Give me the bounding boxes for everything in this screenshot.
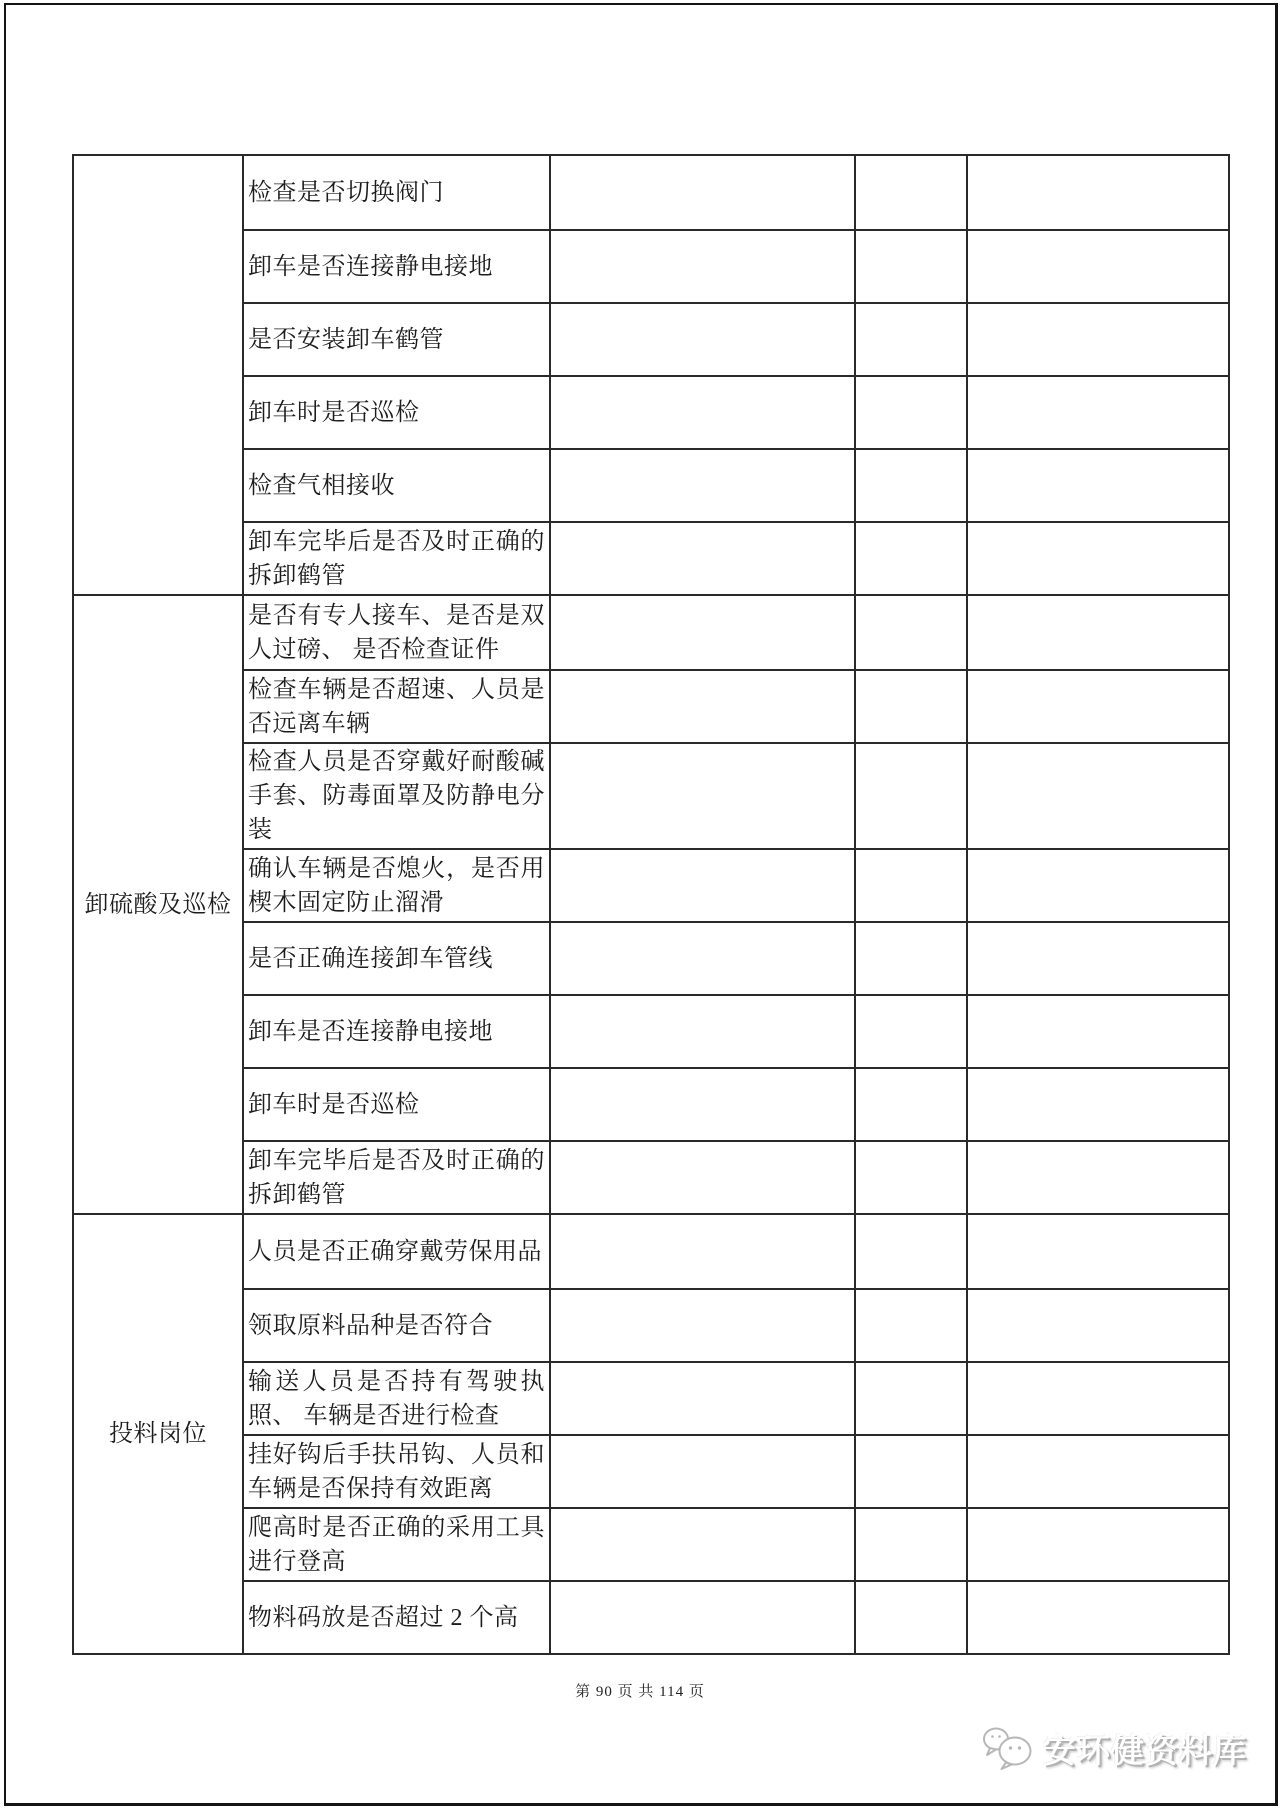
- checklist-item-cell: [244, 923, 549, 994]
- check-column-cell: [854, 156, 966, 229]
- check-column-cell: [549, 671, 854, 742]
- checklist-item-text: 是否安装卸车鹤管: [248, 326, 444, 353]
- check-column-cell: [549, 156, 854, 229]
- checklist-item-text: 检查车辆是否超速、人员是否远离车辆: [248, 676, 545, 737]
- check-column-cell: [966, 1290, 1228, 1361]
- checklist-item-cell: [244, 1363, 549, 1434]
- section-rows: [244, 156, 1228, 594]
- check-column-cell: [549, 744, 854, 848]
- check-column-cell: [854, 996, 966, 1067]
- check-column-cell: [966, 744, 1228, 848]
- check-column-cell: [966, 450, 1228, 521]
- checklist-item-cell: [244, 1509, 549, 1580]
- checklist-item-cell: [244, 304, 549, 375]
- check-column-cell: [549, 1509, 854, 1580]
- checklist-item-text: 卸车完毕后是否及时正确的拆卸鹤管: [248, 528, 545, 589]
- check-column-cell: [966, 1069, 1228, 1140]
- check-column-cell: [966, 1215, 1228, 1288]
- wechat-bubbles-icon: [982, 1724, 1034, 1772]
- check-column-cell: [966, 304, 1228, 375]
- check-column-cell: [966, 1142, 1228, 1213]
- check-column-cell: [854, 523, 966, 594]
- checklist-item-cell: [244, 450, 549, 521]
- check-column-cell: [966, 1509, 1228, 1580]
- checklist-item-text: 爬高时是否正确的采用工具进行登高: [248, 1514, 545, 1575]
- checklist-item-text: 卸车时是否巡检: [248, 1091, 420, 1118]
- checklist-item-text: 是否正确连接卸车管线: [248, 945, 493, 972]
- check-column-cell: [854, 1290, 966, 1361]
- section-rows: [244, 1215, 1228, 1653]
- check-column-cell: [966, 1436, 1228, 1507]
- check-column-cell: [854, 671, 966, 742]
- table-row: [244, 848, 1228, 921]
- check-column-cell: [854, 377, 966, 448]
- table-row: [244, 1361, 1228, 1434]
- check-column-cell: [549, 1290, 854, 1361]
- check-column-cell: [966, 156, 1228, 229]
- table-row: [244, 921, 1228, 994]
- checklist-item-cell: [244, 671, 549, 742]
- table-row: [244, 1580, 1228, 1653]
- check-column-cell: [549, 523, 854, 594]
- check-column-cell: [854, 923, 966, 994]
- checklist-item-cell: [244, 377, 549, 448]
- check-column-cell: [549, 996, 854, 1067]
- check-column-cell: [549, 1363, 854, 1434]
- checklist-item-cell: [244, 744, 549, 848]
- check-column-cell: [854, 1436, 966, 1507]
- checklist-item-text: 输送人员是否持有驾驶执照、 车辆是否进行检查: [248, 1368, 545, 1429]
- check-column-cell: [854, 450, 966, 521]
- checklist-item-text: 领取原料品种是否符合: [248, 1312, 493, 1339]
- checklist-item-cell: [244, 523, 549, 594]
- table-section: [74, 594, 1228, 1213]
- check-column-cell: [854, 231, 966, 302]
- check-column-cell: [854, 1363, 966, 1434]
- checklist-item-cell: [244, 1290, 549, 1361]
- checklist-item-cell: [244, 996, 549, 1067]
- checklist-item-cell: [244, 156, 549, 229]
- check-column-cell: [549, 1142, 854, 1213]
- check-column-cell: [549, 231, 854, 302]
- table-row: [244, 1288, 1228, 1361]
- table-row: [244, 994, 1228, 1067]
- category-cell: 投料岗位: [74, 1215, 244, 1653]
- checklist-item-cell: [244, 596, 549, 669]
- check-column-cell: [966, 596, 1228, 669]
- check-column-cell: [966, 523, 1228, 594]
- check-column-cell: [549, 1582, 854, 1653]
- checklist-item-text: 卸车完毕后是否及时正确的拆卸鹤管: [248, 1147, 545, 1208]
- section-rows: [244, 596, 1228, 1213]
- category-cell: [74, 156, 244, 594]
- checklist-item-text: 确认车辆是否熄火，是否用楔木固定防止溜滑: [248, 855, 545, 916]
- checklist-table: [72, 154, 1230, 1655]
- check-column-cell: [854, 596, 966, 669]
- check-column-cell: [854, 1215, 966, 1288]
- page-footer: [0, 1680, 1280, 1701]
- checklist-item-text: 检查是否切换阀门: [248, 179, 444, 206]
- table-row: [244, 1140, 1228, 1213]
- check-column-cell: [549, 923, 854, 994]
- check-column-cell: [966, 671, 1228, 742]
- check-column-cell: [854, 304, 966, 375]
- table-row: [244, 1215, 1228, 1288]
- watermark-text: 安环健资料库: [1043, 1731, 1247, 1769]
- check-column-cell: [966, 1363, 1228, 1434]
- checklist-item-cell: [244, 1436, 549, 1507]
- check-column-cell: [549, 377, 854, 448]
- table-row: [244, 521, 1228, 594]
- check-column-cell: [966, 923, 1228, 994]
- checklist-item-text: 人员是否正确穿戴劳保用品: [248, 1238, 542, 1265]
- checklist-item-cell: [244, 231, 549, 302]
- check-column-cell: [549, 1069, 854, 1140]
- checklist-item-text: 物料码放是否超过 2 个高: [248, 1604, 519, 1631]
- watermark: [982, 1722, 1247, 1774]
- checklist-item-cell: [244, 850, 549, 921]
- checklist-item-text: 检查气相接收: [248, 472, 395, 499]
- checklist-item-cell: [244, 1142, 549, 1213]
- table-row: [244, 742, 1228, 848]
- check-column-cell: [966, 1582, 1228, 1653]
- checklist-item-text: 是否有专人接车、是否是双人过磅、 是否检查证件: [248, 602, 545, 663]
- check-column-cell: [549, 1215, 854, 1288]
- check-column-cell: [854, 1069, 966, 1140]
- table-row: [244, 156, 1228, 229]
- checklist-item-text: 检查人员是否穿戴好耐酸碱手套、防毒面罩及防静电分装: [248, 749, 545, 843]
- check-column-cell: [854, 1509, 966, 1580]
- checklist-item-text: 卸车是否连接静电接地: [248, 1018, 493, 1045]
- check-column-cell: [966, 231, 1228, 302]
- table-row: [244, 1434, 1228, 1507]
- checklist-item-cell: [244, 1582, 549, 1653]
- page-number-text: 第 90 页 共 114 页: [575, 1684, 705, 1700]
- check-column-cell: [854, 1142, 966, 1213]
- checklist-item-cell: [244, 1215, 549, 1288]
- check-column-cell: [549, 850, 854, 921]
- check-column-cell: [549, 596, 854, 669]
- check-column-cell: [966, 377, 1228, 448]
- checklist-item-cell: [244, 1069, 549, 1140]
- category-cell: 卸硫酸及巡检: [74, 596, 244, 1213]
- table-section: [74, 1213, 1228, 1653]
- check-column-cell: [549, 304, 854, 375]
- check-column-cell: [966, 996, 1228, 1067]
- check-column-cell: [966, 850, 1228, 921]
- check-column-cell: [549, 1436, 854, 1507]
- checklist-item-text: 挂好钩后手扶吊钩、人员和车辆是否保持有效距离: [248, 1441, 545, 1502]
- table-section: [74, 156, 1228, 594]
- table-row: [244, 448, 1228, 521]
- check-column-cell: [854, 850, 966, 921]
- table-row: [244, 302, 1228, 375]
- checklist-item-text: 卸车时是否巡检: [248, 399, 420, 426]
- check-column-cell: [854, 1582, 966, 1653]
- table-row: [244, 1067, 1228, 1140]
- table-row: [244, 229, 1228, 302]
- table-row: [244, 375, 1228, 448]
- check-column-cell: [549, 450, 854, 521]
- checklist-item-text: 卸车是否连接静电接地: [248, 253, 493, 280]
- check-column-cell: [854, 744, 966, 848]
- table-row: [244, 1507, 1228, 1580]
- table-row: [244, 669, 1228, 742]
- table-row: [244, 596, 1228, 669]
